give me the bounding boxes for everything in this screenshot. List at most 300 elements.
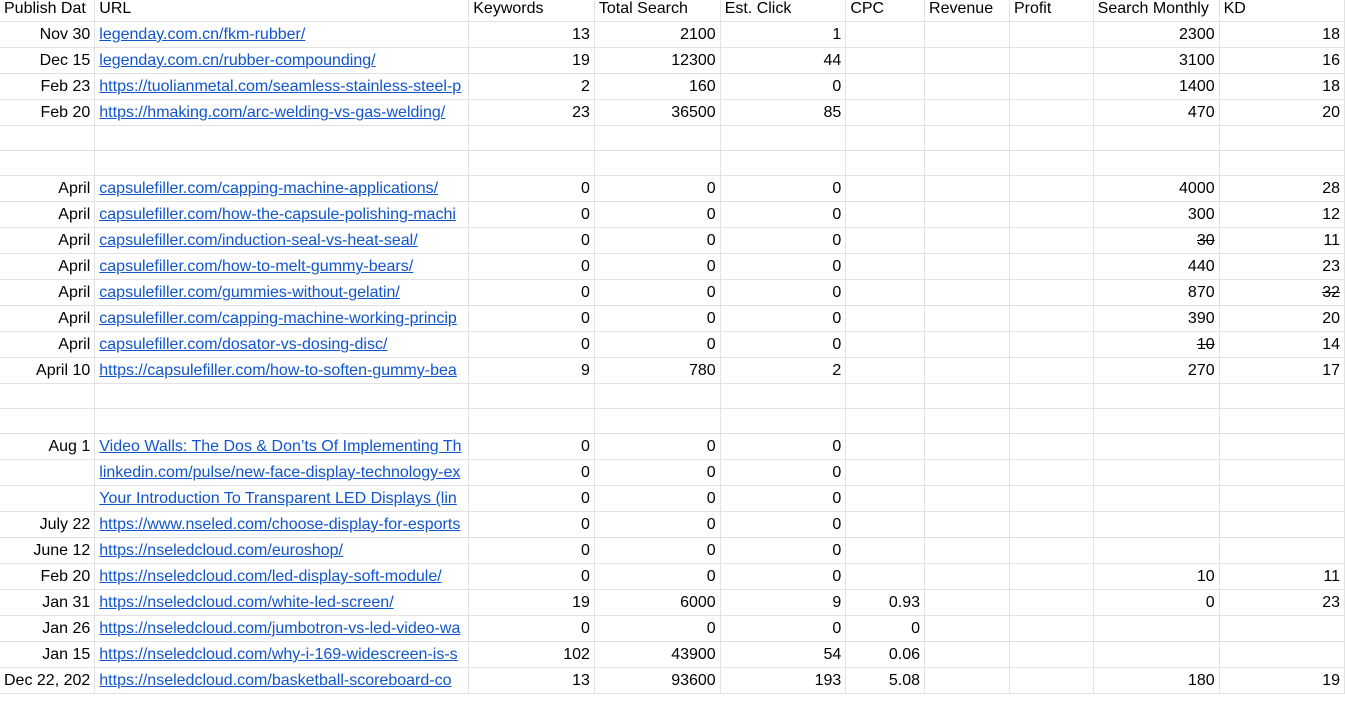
cell-cpc[interactable] [846, 254, 925, 280]
cell-profit[interactable] [1009, 74, 1093, 100]
cell-cpc[interactable] [846, 48, 925, 74]
cell-cpc[interactable] [846, 486, 925, 512]
header-cell-profit[interactable]: Profit [1009, 0, 1093, 22]
cell-keywords[interactable] [469, 126, 595, 151]
cell-cpc[interactable] [846, 358, 925, 384]
cell-est-click[interactable]: 0 [720, 202, 846, 228]
table-row [0, 538, 1345, 564]
cell-cpc[interactable] [846, 409, 925, 434]
cell-revenue[interactable] [925, 434, 1010, 460]
cell-url[interactable]: legenday.com.cn/rubber-compounding/ [95, 48, 469, 74]
header-cell-kd[interactable]: KD [1219, 0, 1344, 22]
cell-revenue[interactable] [925, 280, 1010, 306]
cell-url[interactable] [95, 409, 469, 434]
table-row [0, 409, 1345, 434]
cell-publish-date[interactable]: April [0, 306, 95, 332]
cell-cpc[interactable] [846, 22, 925, 48]
cell-keywords[interactable]: 9 [469, 358, 595, 384]
table-row [0, 74, 1345, 100]
cell-url[interactable]: https://nseledcloud.com/white-led-screen/ [95, 590, 469, 616]
cell-est-click[interactable]: 0 [720, 74, 846, 100]
cell-total-search[interactable]: 0 [594, 564, 720, 590]
table-row [0, 306, 1345, 332]
cell-url[interactable]: capsulefiller.com/how-to-melt-gummy-bears/ [95, 254, 469, 280]
cell-publish-date[interactable] [0, 126, 95, 151]
cell-est-click[interactable]: 0 [720, 512, 846, 538]
cell-est-click[interactable] [720, 151, 846, 176]
cell-keywords[interactable]: 13 [469, 668, 595, 694]
cell-revenue[interactable] [925, 228, 1010, 254]
cell-keywords[interactable]: 0 [469, 176, 595, 202]
cell-keywords[interactable]: 0 [469, 460, 595, 486]
cell-kd[interactable]: 19 [1219, 668, 1344, 694]
cell-kd[interactable] [1219, 538, 1344, 564]
table-row [0, 358, 1345, 384]
cell-publish-date[interactable]: Jan 26 [0, 616, 95, 642]
cell-search-monthly[interactable] [1093, 151, 1219, 176]
cell-keywords[interactable]: 19 [469, 48, 595, 74]
cell-publish-date[interactable]: June 12 [0, 538, 95, 564]
cell-search-monthly[interactable] [1093, 538, 1219, 564]
cell-publish-date[interactable]: Nov 30 [0, 22, 95, 48]
cell-revenue[interactable] [925, 668, 1010, 694]
cell-publish-date[interactable] [0, 384, 95, 409]
cell-url[interactable]: https://nseledcloud.com/euroshop/ [95, 538, 469, 564]
cell-profit[interactable] [1009, 254, 1093, 280]
cell-cpc[interactable]: 0 [846, 616, 925, 642]
cell-search-monthly[interactable]: 3100 [1093, 48, 1219, 74]
cell-search-monthly[interactable] [1093, 228, 1219, 254]
cell-url[interactable]: linkedin.com/pulse/new-face-display-technology-ex [95, 460, 469, 486]
cell-revenue[interactable] [925, 384, 1010, 409]
strikethrough-value: 32 [1322, 284, 1340, 301]
cell-search-monthly[interactable] [1093, 512, 1219, 538]
cell-revenue[interactable] [925, 538, 1010, 564]
cell-url[interactable] [95, 126, 469, 151]
header-cell-publish-date[interactable]: Publish Dat [0, 0, 95, 22]
cell-total-search[interactable]: 160 [594, 74, 720, 100]
cell-keywords[interactable]: 23 [469, 100, 595, 126]
cell-publish-date[interactable]: Feb 20 [0, 564, 95, 590]
cell-kd[interactable]: 20 [1219, 306, 1344, 332]
cell-revenue[interactable] [925, 642, 1010, 668]
cell-search-monthly[interactable]: 440 [1093, 254, 1219, 280]
cell-keywords[interactable]: 0 [469, 564, 595, 590]
table-row [0, 228, 1345, 254]
cell-url[interactable]: https://capsulefiller.com/how-to-soften-gummy-bea [95, 358, 469, 384]
cell-profit[interactable] [1009, 306, 1093, 332]
cell-url[interactable]: capsulefiller.com/capping-machine-working-princip [95, 306, 469, 332]
cell-revenue[interactable] [925, 306, 1010, 332]
header-cell-cpc[interactable]: CPC [846, 0, 925, 22]
cell-kd[interactable] [1219, 460, 1344, 486]
cell-cpc[interactable] [846, 564, 925, 590]
cell-total-search[interactable]: 0 [594, 176, 720, 202]
cell-keywords[interactable]: 0 [469, 202, 595, 228]
cell-total-search[interactable]: 12300 [594, 48, 720, 74]
cell-kd[interactable]: 12 [1219, 202, 1344, 228]
cell-keywords[interactable]: 0 [469, 228, 595, 254]
cell-search-monthly[interactable]: 0 [1093, 590, 1219, 616]
cell-search-monthly[interactable] [1093, 486, 1219, 512]
cell-kd[interactable] [1219, 486, 1344, 512]
cell-keywords[interactable]: 0 [469, 254, 595, 280]
cell-total-search[interactable]: 0 [594, 486, 720, 512]
cell-publish-date[interactable] [0, 460, 95, 486]
cell-revenue[interactable] [925, 151, 1010, 176]
cell-kd[interactable] [1219, 280, 1344, 306]
cell-publish-date[interactable]: April [0, 176, 95, 202]
cell-url[interactable]: Video Walls: The Dos & Don’ts Of Implementing Th [95, 434, 469, 460]
cell-cpc[interactable] [846, 512, 925, 538]
cell-revenue[interactable] [925, 74, 1010, 100]
cell-search-monthly[interactable]: 470 [1093, 100, 1219, 126]
cell-total-search[interactable] [594, 126, 720, 151]
cell-profit[interactable] [1009, 228, 1093, 254]
cell-publish-date[interactable]: Dec 15 [0, 48, 95, 74]
cell-cpc[interactable] [846, 434, 925, 460]
cell-search-monthly[interactable] [1093, 434, 1219, 460]
cell-search-monthly[interactable]: 270 [1093, 358, 1219, 384]
cell-revenue[interactable] [925, 254, 1010, 280]
cell-keywords[interactable]: 13 [469, 22, 595, 48]
cell-total-search[interactable] [594, 384, 720, 409]
cell-publish-date[interactable]: Dec 22, 202 [0, 668, 95, 694]
cell-keywords[interactable]: 19 [469, 590, 595, 616]
cell-url[interactable]: legenday.com.cn/fkm-rubber/ [95, 22, 469, 48]
cell-url[interactable]: capsulefiller.com/dosator-vs-dosing-disc/ [95, 332, 469, 358]
cell-est-click[interactable]: 1 [720, 22, 846, 48]
header-row [0, 0, 1345, 22]
cell-revenue[interactable] [925, 48, 1010, 74]
cell-profit[interactable] [1009, 280, 1093, 306]
cell-profit[interactable] [1009, 202, 1093, 228]
table-row [0, 48, 1345, 74]
cell-url[interactable]: https://nseledcloud.com/led-display-soft-module/ [95, 564, 469, 590]
cell-est-click[interactable]: 0 [720, 460, 846, 486]
cell-cpc[interactable] [846, 100, 925, 126]
cell-publish-date[interactable]: April [0, 280, 95, 306]
cell-total-search[interactable]: 43900 [594, 642, 720, 668]
cell-est-click[interactable]: 2 [720, 358, 846, 384]
cell-keywords[interactable]: 2 [469, 74, 595, 100]
cell-profit[interactable] [1009, 512, 1093, 538]
cell-cpc[interactable] [846, 126, 925, 151]
cell-keywords[interactable]: 0 [469, 306, 595, 332]
cell-publish-date[interactable] [0, 409, 95, 434]
strikethrough-value: 30 [1196, 232, 1215, 249]
header-cell-keywords[interactable]: Keywords [469, 0, 595, 22]
cell-total-search[interactable] [594, 409, 720, 434]
cell-kd[interactable]: 14 [1219, 332, 1344, 358]
cell-url[interactable]: https://nseledcloud.com/basketball-scoreboard-co [95, 668, 469, 694]
cell-revenue[interactable] [925, 176, 1010, 202]
cell-est-click[interactable]: 0 [720, 538, 846, 564]
table-row [0, 384, 1345, 409]
cell-profit[interactable] [1009, 176, 1093, 202]
cell-est-click[interactable]: 54 [720, 642, 846, 668]
cell-kd[interactable]: 17 [1219, 358, 1344, 384]
cell-est-click[interactable]: 9 [720, 590, 846, 616]
cell-keywords[interactable]: 0 [469, 332, 595, 358]
cell-url[interactable]: https://nseledcloud.com/why-i-169-widescreen-is-s [95, 642, 469, 668]
cell-keywords[interactable]: 0 [469, 538, 595, 564]
cell-revenue[interactable] [925, 616, 1010, 642]
cell-profit[interactable] [1009, 642, 1093, 668]
cell-total-search[interactable]: 780 [594, 358, 720, 384]
header-cell-url[interactable]: URL [95, 0, 469, 22]
cell-publish-date[interactable]: April [0, 254, 95, 280]
cell-search-monthly[interactable] [1093, 616, 1219, 642]
table-row [0, 434, 1345, 460]
cell-revenue[interactable] [925, 332, 1010, 358]
table-row [0, 460, 1345, 486]
cell-kd[interactable] [1219, 151, 1344, 176]
cell-est-click[interactable]: 85 [720, 100, 846, 126]
cell-total-search[interactable]: 0 [594, 254, 720, 280]
cell-kd[interactable] [1219, 616, 1344, 642]
cell-cpc[interactable] [846, 460, 925, 486]
cell-total-search[interactable]: 0 [594, 306, 720, 332]
cell-profit[interactable] [1009, 616, 1093, 642]
cell-total-search[interactable]: 0 [594, 280, 720, 306]
cell-search-monthly[interactable] [1093, 126, 1219, 151]
cell-keywords[interactable] [469, 409, 595, 434]
cell-kd[interactable] [1219, 409, 1344, 434]
cell-revenue[interactable] [925, 358, 1010, 384]
cell-profit[interactable] [1009, 332, 1093, 358]
cell-total-search[interactable]: 0 [594, 202, 720, 228]
cell-url[interactable]: https://tuolianmetal.com/seamless-stainless-steel-p [95, 74, 469, 100]
cell-cpc[interactable] [846, 202, 925, 228]
cell-est-click[interactable] [720, 384, 846, 409]
table-row [0, 280, 1345, 306]
cell-publish-date[interactable]: Jan 31 [0, 590, 95, 616]
cell-url[interactable]: https://hmaking.com/arc-welding-vs-gas-welding/ [95, 100, 469, 126]
table-row [0, 202, 1345, 228]
cell-kd[interactable]: 28 [1219, 176, 1344, 202]
cell-url[interactable] [95, 384, 469, 409]
cell-publish-date[interactable]: Feb 23 [0, 74, 95, 100]
cell-total-search[interactable]: 93600 [594, 668, 720, 694]
cell-total-search[interactable]: 0 [594, 616, 720, 642]
cell-cpc[interactable] [846, 228, 925, 254]
table-row [0, 100, 1345, 126]
cell-total-search[interactable] [594, 151, 720, 176]
cell-search-monthly[interactable] [1093, 460, 1219, 486]
cell-est-click[interactable] [720, 409, 846, 434]
header-cell-total-search[interactable]: Total Search [594, 0, 720, 22]
cell-url[interactable]: Your Introduction To Transparent LED Displays (lin [95, 486, 469, 512]
cell-search-monthly[interactable] [1093, 384, 1219, 409]
cell-est-click[interactable]: 0 [720, 616, 846, 642]
cell-revenue[interactable] [925, 126, 1010, 151]
cell-profit[interactable] [1009, 434, 1093, 460]
table-row [0, 668, 1345, 694]
cell-profit[interactable] [1009, 151, 1093, 176]
cell-kd[interactable]: 16 [1219, 48, 1344, 74]
cell-keywords[interactable] [469, 151, 595, 176]
cell-revenue[interactable] [925, 22, 1010, 48]
cell-est-click[interactable]: 0 [720, 332, 846, 358]
table-row [0, 254, 1345, 280]
cell-profit[interactable] [1009, 590, 1093, 616]
cell-publish-date[interactable]: Feb 20 [0, 100, 95, 126]
cell-search-monthly[interactable]: 2300 [1093, 22, 1219, 48]
cell-revenue[interactable] [925, 460, 1010, 486]
cell-revenue[interactable] [925, 590, 1010, 616]
cell-total-search[interactable]: 6000 [594, 590, 720, 616]
cell-cpc[interactable] [846, 306, 925, 332]
cell-profit[interactable] [1009, 384, 1093, 409]
cell-search-monthly[interactable] [1093, 409, 1219, 434]
cell-total-search[interactable]: 0 [594, 228, 720, 254]
cell-est-click[interactable]: 0 [720, 306, 846, 332]
cell-search-monthly[interactable] [1093, 642, 1219, 668]
table-row [0, 590, 1345, 616]
cell-est-click[interactable]: 0 [720, 486, 846, 512]
cell-url[interactable]: capsulefiller.com/induction-seal-vs-heat-seal/ [95, 228, 469, 254]
cell-profit[interactable] [1009, 668, 1093, 694]
table-row [0, 486, 1345, 512]
cell-profit[interactable] [1009, 22, 1093, 48]
cell-url[interactable]: capsulefiller.com/how-the-capsule-polishing-machi [95, 202, 469, 228]
cell-total-search[interactable]: 36500 [594, 100, 720, 126]
cell-url[interactable]: https://www.nseled.com/choose-display-for-esports [95, 512, 469, 538]
cell-url[interactable] [95, 151, 469, 176]
table-row [0, 616, 1345, 642]
cell-url[interactable]: https://nseledcloud.com/jumbotron-vs-led-video-wa [95, 616, 469, 642]
cell-url[interactable]: capsulefiller.com/gummies-without-gelatin/ [95, 280, 469, 306]
cell-publish-date[interactable]: April [0, 202, 95, 228]
cell-profit[interactable] [1009, 48, 1093, 74]
cell-publish-date[interactable]: July 22 [0, 512, 95, 538]
table-row [0, 126, 1345, 151]
cell-publish-date[interactable]: Jan 15 [0, 642, 95, 668]
cell-est-click[interactable]: 0 [720, 228, 846, 254]
cell-est-click[interactable]: 0 [720, 280, 846, 306]
table-row [0, 642, 1345, 668]
cell-revenue[interactable] [925, 409, 1010, 434]
cell-keywords[interactable]: 0 [469, 616, 595, 642]
cell-kd[interactable]: 23 [1219, 590, 1344, 616]
cell-revenue[interactable] [925, 486, 1010, 512]
header-cell-search-monthly[interactable]: Search Monthly [1093, 0, 1219, 22]
cell-search-monthly[interactable] [1093, 332, 1219, 358]
cell-total-search[interactable]: 2100 [594, 22, 720, 48]
cell-url[interactable]: capsulefiller.com/capping-machine-applications/ [95, 176, 469, 202]
cell-kd[interactable] [1219, 384, 1344, 409]
cell-cpc[interactable] [846, 538, 925, 564]
cell-cpc[interactable] [846, 74, 925, 100]
cell-keywords[interactable]: 0 [469, 512, 595, 538]
table-row [0, 22, 1345, 48]
cell-cpc[interactable] [846, 151, 925, 176]
cell-kd[interactable] [1219, 642, 1344, 668]
cell-keywords[interactable]: 0 [469, 486, 595, 512]
cell-keywords[interactable]: 102 [469, 642, 595, 668]
cell-total-search[interactable]: 0 [594, 538, 720, 564]
cell-profit[interactable] [1009, 460, 1093, 486]
cell-profit[interactable] [1009, 358, 1093, 384]
cell-search-monthly[interactable]: 300 [1093, 202, 1219, 228]
cell-kd[interactable]: 23 [1219, 254, 1344, 280]
table-row [0, 176, 1345, 202]
cell-publish-date[interactable]: April [0, 332, 95, 358]
cell-kd[interactable]: 18 [1219, 22, 1344, 48]
cell-cpc[interactable]: 0.06 [846, 642, 925, 668]
cell-profit[interactable] [1009, 538, 1093, 564]
cell-total-search[interactable]: 0 [594, 332, 720, 358]
cell-profit[interactable] [1009, 100, 1093, 126]
cell-revenue[interactable] [925, 564, 1010, 590]
cell-est-click[interactable]: 0 [720, 176, 846, 202]
cell-search-monthly[interactable]: 870 [1093, 280, 1219, 306]
cell-cpc[interactable]: 0.93 [846, 590, 925, 616]
cell-cpc[interactable]: 5.08 [846, 668, 925, 694]
cell-publish-date[interactable] [0, 486, 95, 512]
cell-kd[interactable]: 20 [1219, 100, 1344, 126]
table-row [0, 564, 1345, 590]
cell-total-search[interactable]: 0 [594, 434, 720, 460]
cell-publish-date[interactable]: April [0, 228, 95, 254]
cell-est-click[interactable]: 44 [720, 48, 846, 74]
cell-cpc[interactable] [846, 332, 925, 358]
cell-revenue[interactable] [925, 512, 1010, 538]
cell-keywords[interactable] [469, 384, 595, 409]
cell-kd[interactable] [1219, 512, 1344, 538]
cell-kd[interactable]: 18 [1219, 74, 1344, 100]
header-cell-revenue[interactable]: Revenue [925, 0, 1010, 22]
cell-search-monthly[interactable]: 180 [1093, 668, 1219, 694]
cell-est-click[interactable]: 0 [720, 434, 846, 460]
cell-cpc[interactable] [846, 280, 925, 306]
cell-total-search[interactable]: 0 [594, 460, 720, 486]
cell-est-click[interactable] [720, 126, 846, 151]
cell-est-click[interactable]: 0 [720, 254, 846, 280]
header-cell-est-click[interactable]: Est. Click [720, 0, 846, 22]
cell-kd[interactable]: 11 [1219, 564, 1344, 590]
cell-profit[interactable] [1009, 126, 1093, 151]
cell-cpc[interactable] [846, 176, 925, 202]
cell-est-click[interactable]: 0 [720, 564, 846, 590]
cell-profit[interactable] [1009, 409, 1093, 434]
cell-kd[interactable] [1219, 126, 1344, 151]
cell-publish-date[interactable]: Aug 1 [0, 434, 95, 460]
cell-profit[interactable] [1009, 564, 1093, 590]
cell-search-monthly[interactable]: 4000 [1093, 176, 1219, 202]
cell-kd[interactable] [1219, 434, 1344, 460]
cell-publish-date[interactable]: April 10 [0, 358, 95, 384]
cell-kd[interactable]: 11 [1219, 228, 1344, 254]
cell-cpc[interactable] [846, 384, 925, 409]
table-row [0, 151, 1345, 176]
cell-keywords[interactable]: 0 [469, 280, 595, 306]
cell-keywords[interactable]: 0 [469, 434, 595, 460]
cell-revenue[interactable] [925, 100, 1010, 126]
cell-total-search[interactable]: 0 [594, 512, 720, 538]
cell-publish-date[interactable] [0, 151, 95, 176]
cell-profit[interactable] [1009, 486, 1093, 512]
cell-search-monthly[interactable]: 10 [1093, 564, 1219, 590]
cell-search-monthly[interactable]: 390 [1093, 306, 1219, 332]
cell-search-monthly[interactable]: 1400 [1093, 74, 1219, 100]
table-row [0, 332, 1345, 358]
cell-revenue[interactable] [925, 202, 1010, 228]
cell-est-click[interactable]: 193 [720, 668, 846, 694]
strikethrough-value: 10 [1196, 336, 1215, 353]
table-row [0, 512, 1345, 538]
